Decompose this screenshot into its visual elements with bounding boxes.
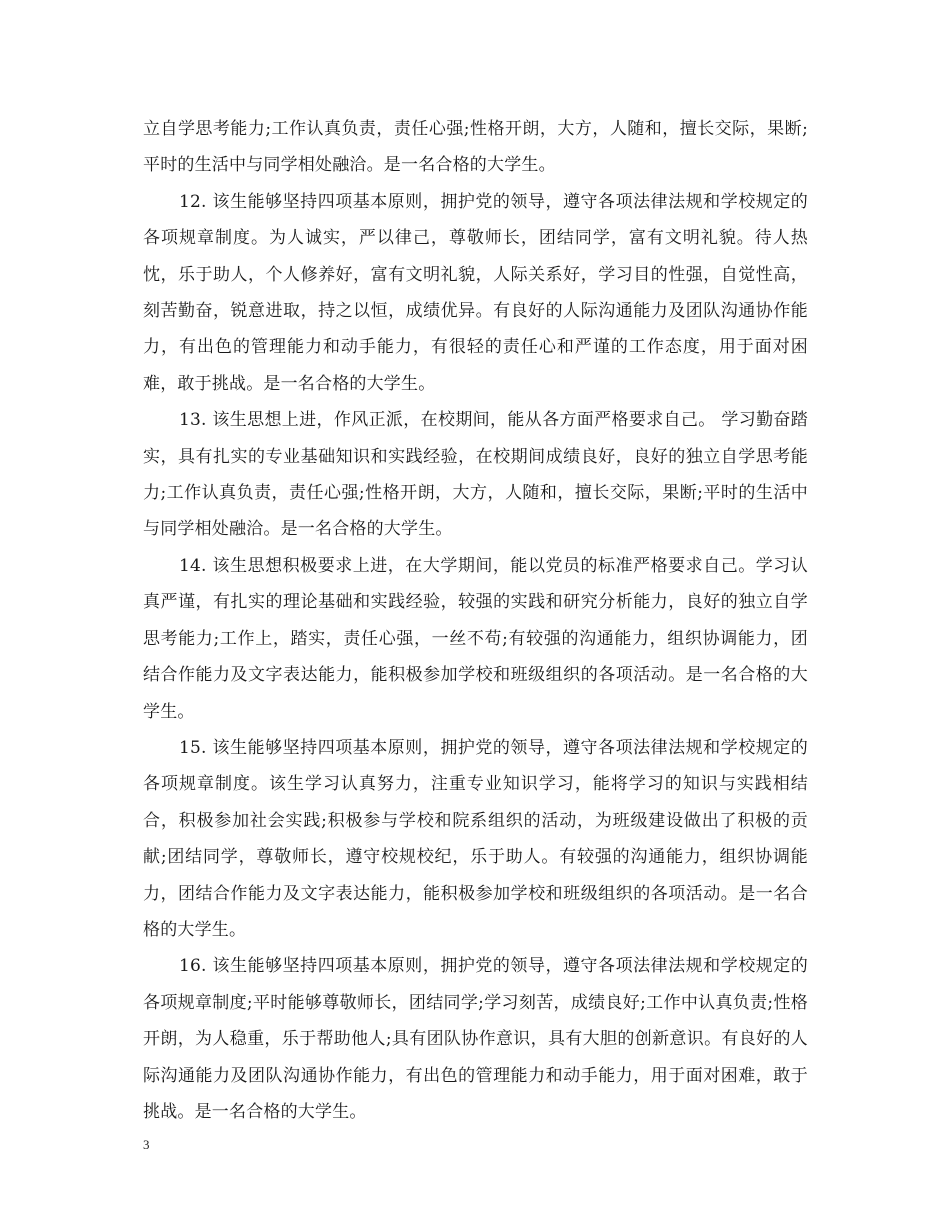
paragraph-item-14: 14. 该生思想积极要求上进，在大学期间，能以党员的标准严格要求自己。学习认真严谨，有扎实的理论基础和实践经验，较强的实践和研究分析能力，良好的独立自学思考能力;工作上，踏实，责任心强，一丝不苟;有较强的沟通能力，组织协调能力，团结合作能力及文字表达能力，能积极参加学校和班级组织的各项活动。是一名合格的大学生。 (143, 555, 808, 722)
page-number: 3 (143, 1137, 150, 1152)
paragraph-item-13: 13. 该生思想上进，作风正派，在校期间，能从各方面严格要求自己。 学习勤奋踏实，具有扎实的专业基础知识和实践经验，在校期间成绩良好，良好的独立自学思考能力;工作认真负责，责任心强;性格开朗，大方，人随和，擅长交际，果断;平时的生活中与同学相处融洽。是一名合格的大学生。 (143, 410, 808, 540)
paragraph-item-15: 15. 该生能够坚持四项基本原则，拥护党的领导，遵守各项法律法规和学校规定的各项规章制度。该生学习认真努力，注重专业知识学习，能将学习的知识与实践相结合，积极参加社会实践;积极参与学校和院系组织的活动，为班级建设做出了积极的贡献;团结同学，尊敬师长，遵守校规校纪，乐于助人。有较强的沟通能力，组织协调能力，团结合作能力及文字表达能力，能积极参加学校和班级组织的各项活动。是一名合格的大学生。 (143, 737, 808, 940)
paragraph-continuation: 立自学思考能力;工作认真负责，责任心强;性格开朗，大方，人随和，擅长交际，果断;平时的生活中与同学相处融洽。是一名合格的大学生。 (143, 119, 808, 176)
paragraph-item-12: 12. 该生能够坚持四项基本原则，拥护党的领导，遵守各项法律法规和学校规定的各项规章制度。为人诚实，严以律己，尊敬师长，团结同学，富有文明礼貌。待人热忱，乐于助人，个人修养好，富有文明礼貌，人际关系好，学习目的性强，自觉性高，刻苦勤奋，锐意进取，持之以恒，成绩优异。有良好的人际沟通能力及团队沟通协作能力，有出色的管理能力和动手能力，有很轻的责任心和严谨的工作态度，用于面对困难，敢于挑战。是一名合格的大学生。 (143, 191, 808, 394)
document-body (143, 111, 808, 1130)
paragraph-item-16: 16. 该生能够坚持四项基本原则，拥护党的领导，遵守各项法律法规和学校规定的各项规章制度;平时能够尊敬师长，团结同学;学习刻苦，成绩良好;工作中认真负责;性格开朗，为人稳重，乐于帮助他人;具有团队协作意识，具有大胆的创新意识。有良好的人际沟通能力及团队沟通协作能力，有出色的管理能力和动手能力，用于面对困难，敢于挑战。是一名合格的大学生。 (143, 956, 808, 1122)
